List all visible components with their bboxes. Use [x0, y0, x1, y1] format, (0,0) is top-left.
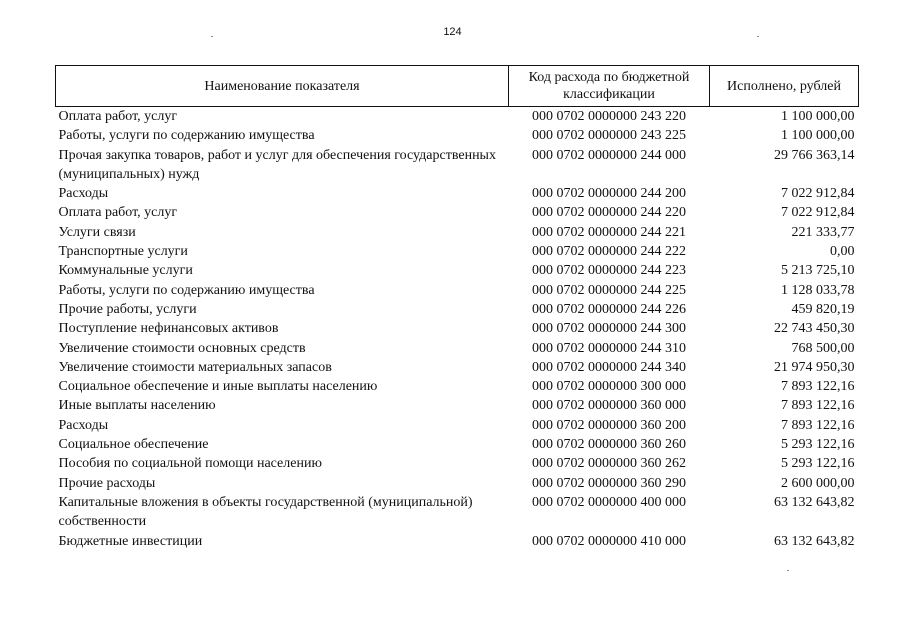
indicator-name-cell: Социальное обеспечение и иные выплаты населению [58, 379, 378, 395]
budget-code-cell: 000 0702 0000000 410 000 [532, 533, 686, 549]
indicator-name-cell: Прочие расходы [58, 475, 156, 491]
indicator-name-cell: Пособия по социальной помощи населению [58, 456, 322, 472]
indicator-name-cell: Расходы [58, 186, 109, 202]
table-row [56, 126, 859, 145]
table-row [56, 377, 859, 396]
budget-code-cell: 000 0702 0000000 244 200 [532, 186, 686, 202]
indicator-name-cell: Работы, услуги по содержанию имущества [58, 282, 315, 298]
executed-amount-cell: 7 893 122,16 [781, 398, 855, 414]
table-row [56, 474, 859, 493]
executed-amount-cell: 7 022 912,84 [781, 205, 855, 221]
table-row [56, 242, 859, 261]
executed-amount-cell: 1 128 033,78 [781, 282, 855, 298]
indicator-name-cell: Бюджетные инвестиции [58, 533, 203, 549]
table-row [56, 203, 859, 222]
executed-amount-cell: 459 820,19 [791, 301, 855, 317]
executed-amount-cell: 22 743 450,30 [774, 321, 855, 337]
executed-amount-cell: 5 293 122,16 [781, 437, 855, 453]
budget-code-cell: 000 0702 0000000 400 000 [532, 494, 686, 510]
header-indicator-name: Наименование показателя [56, 66, 509, 107]
table-row [56, 107, 859, 127]
indicator-name-cell: Транспортные услуги [58, 244, 188, 260]
executed-amount-cell: 0,00 [830, 244, 855, 260]
budget-code-cell: 000 0702 0000000 244 225 [532, 282, 686, 298]
header-executed-amount: Исполнено, рублей [710, 66, 859, 107]
table-body [56, 107, 859, 551]
table-row [56, 300, 859, 319]
table-row [56, 493, 859, 532]
indicator-name-cell: Оплата работ, услуг [58, 205, 178, 221]
expenditure-table-container [55, 65, 858, 551]
budget-code-cell: 000 0702 0000000 244 310 [532, 340, 686, 356]
indicator-name-cell: Прочие работы, услуги [58, 301, 197, 317]
table-row [56, 435, 859, 454]
table-row [56, 339, 859, 358]
table-row [56, 416, 859, 435]
scan-speck [757, 36, 759, 37]
budget-code-cell: 000 0702 0000000 244 000 [532, 147, 686, 163]
indicator-name-cell: Услуги связи [58, 224, 136, 240]
executed-amount-cell: 2 600 000,00 [781, 475, 855, 491]
executed-amount-cell: 1 100 000,00 [781, 128, 855, 144]
indicator-name-cell: Социальное обеспечение [58, 437, 209, 453]
executed-amount-cell: 221 333,77 [791, 224, 855, 240]
budget-code-cell: 000 0702 0000000 243 220 [532, 109, 686, 124]
table-row [56, 319, 859, 338]
indicator-name-cell: Капитальные вложения в объекты государственной (муниципальной) собственности [58, 494, 473, 530]
table-row [56, 532, 859, 551]
table-header-row [56, 66, 859, 107]
executed-amount-cell: 5 293 122,16 [781, 456, 855, 472]
table-row [56, 223, 859, 242]
executed-amount-cell: 29 766 363,14 [774, 147, 855, 163]
indicator-name-cell: Иные выплаты населению [58, 398, 216, 414]
budget-code-cell: 000 0702 0000000 244 220 [532, 205, 686, 221]
indicator-name-cell: Коммунальные услуги [58, 263, 193, 279]
budget-code-cell: 000 0702 0000000 244 300 [532, 321, 686, 337]
indicator-name-cell: Увеличение стоимости основных средств [58, 340, 306, 356]
budget-code-cell: 000 0702 0000000 244 222 [532, 244, 686, 260]
indicator-name-cell: Расходы [58, 417, 109, 433]
budget-code-cell: 000 0702 0000000 360 000 [532, 398, 686, 414]
indicator-name-cell: Прочая закупка товаров, работ и услуг для обеспечения государственных (муниципальных) нужд [58, 147, 496, 182]
scan-speck [211, 36, 213, 37]
expenditure-table [55, 65, 859, 551]
budget-code-cell: 000 0702 0000000 360 290 [532, 475, 686, 491]
budget-code-cell: 000 0702 0000000 243 225 [532, 128, 686, 144]
table-row [56, 396, 859, 415]
indicator-name-cell: Оплата работ, услуг [58, 109, 178, 124]
table-row [56, 454, 859, 473]
table-row [56, 358, 859, 377]
table-row [56, 146, 859, 185]
executed-amount-cell: 63 132 643,82 [774, 533, 855, 549]
table-row [56, 184, 859, 203]
executed-amount-cell: 7 022 912,84 [781, 186, 855, 202]
budget-code-cell: 000 0702 0000000 360 262 [532, 456, 686, 472]
indicator-name-cell: Поступление нефинансовых активов [58, 321, 279, 337]
indicator-name-cell: Работы, услуги по содержанию имущества [58, 128, 315, 144]
header-budget-code: Код расхода по бюджетной классификации [509, 66, 710, 107]
budget-code-cell: 000 0702 0000000 360 200 [532, 417, 686, 433]
budget-code-cell: 000 0702 0000000 244 221 [532, 224, 686, 240]
executed-amount-cell: 5 213 725,10 [781, 263, 855, 279]
executed-amount-cell: 63 132 643,82 [774, 494, 855, 510]
executed-amount-cell: 21 974 950,30 [774, 359, 855, 375]
budget-code-cell: 000 0702 0000000 244 226 [532, 301, 686, 317]
table-header [56, 66, 859, 107]
executed-amount-cell: 7 893 122,16 [781, 417, 855, 433]
executed-amount-cell: 7 893 122,16 [781, 379, 855, 395]
table-row [56, 261, 859, 280]
executed-amount-cell: 768 500,00 [791, 340, 855, 356]
page-number: 124 [443, 26, 462, 38]
budget-code-cell: 000 0702 0000000 300 000 [532, 379, 686, 395]
budget-code-cell: 000 0702 0000000 244 223 [532, 263, 686, 279]
budget-code-cell: 000 0702 0000000 360 260 [532, 437, 686, 453]
executed-amount-cell: 1 100 000,00 [781, 109, 855, 124]
table-row [56, 281, 859, 300]
scan-speck [787, 570, 789, 571]
budget-code-cell: 000 0702 0000000 244 340 [532, 359, 686, 375]
indicator-name-cell: Увеличение стоимости материальных запасов [58, 359, 332, 375]
